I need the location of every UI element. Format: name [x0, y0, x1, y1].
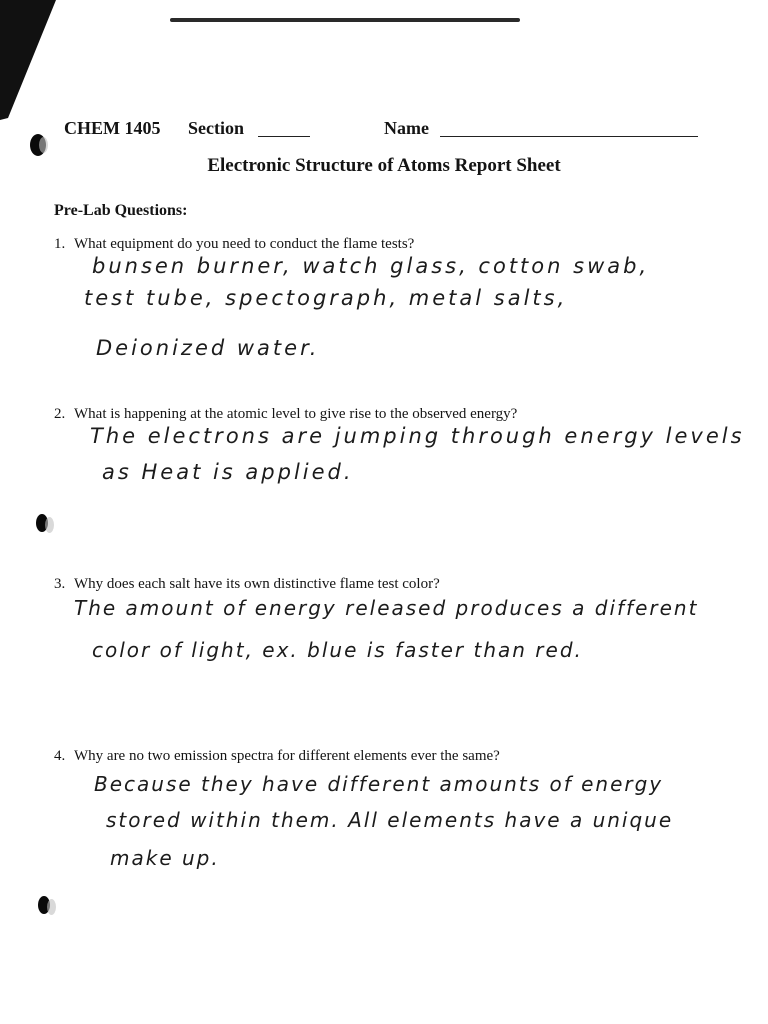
name-label: Name	[384, 118, 429, 138]
answer-3-line-2: color of light, ex. blue is faster than red.	[92, 638, 583, 662]
question-2	[54, 406, 517, 423]
answer-1-line-1: bunsen burner, watch glass, cotton swab,	[92, 254, 650, 278]
report-title: Electronic Structure of Atoms Report Sheet	[207, 155, 561, 176]
header-row	[64, 118, 704, 144]
punch-hole-middle	[36, 514, 48, 532]
course-code: CHEM 1405	[64, 118, 161, 138]
question-number: 4.	[54, 748, 66, 764]
answer-4-line-3: make up.	[110, 846, 220, 870]
punch-hole-bottom	[38, 896, 50, 914]
question-3	[54, 576, 440, 593]
question-text: Why are no two emission spectra for different elements ever the same?	[74, 748, 500, 764]
question-text: Why does each salt have its own distinctive flame test color?	[74, 576, 440, 592]
question-number: 3.	[54, 576, 66, 592]
answer-4-line-2: stored within them. All elements have a unique	[106, 808, 674, 832]
punch-hole-top	[30, 134, 46, 156]
answer-3-line-1: The amount of energy released produces a different	[74, 596, 699, 620]
answer-1-line-2: test tube, spectograph, metal salts,	[84, 286, 568, 310]
answer-1-line-3: Deionized water.	[96, 336, 320, 360]
answer-4-line-1: Because they have different amounts of energy	[94, 772, 664, 796]
page-corner-shadow	[0, 0, 60, 120]
question-text: What is happening at the atomic level to give rise to the observed energy?	[74, 406, 518, 422]
question-number: 2.	[54, 406, 66, 422]
section-blank	[258, 136, 310, 137]
question-4	[54, 748, 500, 765]
question-text: What equipment do you need to conduct the flame tests?	[74, 236, 415, 252]
answer-2-line-1: The electrons are jumping through energy levels	[90, 424, 745, 448]
top-edge-line	[170, 18, 520, 22]
prelab-heading: Pre-Lab Questions:	[54, 202, 188, 219]
question-1	[54, 236, 414, 253]
section-label: Section	[188, 118, 244, 138]
question-number: 1.	[54, 236, 66, 252]
answer-2-line-2: as Heat is applied.	[102, 460, 354, 484]
name-blank	[440, 136, 698, 137]
